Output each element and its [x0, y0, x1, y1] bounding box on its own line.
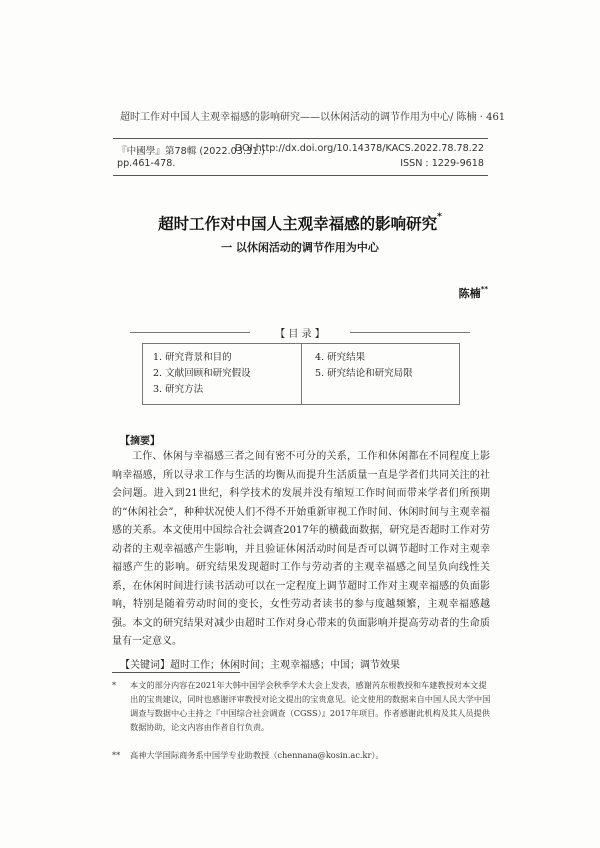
author-name: 陈楠	[458, 287, 481, 300]
paper-subtitle: 一 以休闲活动的调节作用为中心	[221, 241, 379, 254]
doi-link[interactable]: DOI http://dx.doi.org/10.14378/KACS.2022.78.78.22	[234, 143, 484, 154]
toc-item: 2. 文献回顾和研究假设	[153, 368, 251, 379]
running-head: 超时工作对中国人主观幸福感的影响研究——以休闲活动的调节作用为中心/ 陈楠 · 461	[120, 112, 506, 123]
toc-divider	[301, 344, 302, 404]
paper-title	[100, 212, 500, 234]
footnote	[112, 678, 492, 734]
abstract-heading: 【摘要】	[120, 436, 160, 447]
toc-item: 3. 研究方法	[153, 384, 204, 395]
footnote-mark: *	[112, 680, 117, 690]
issn: ISSN : 1229-9618	[400, 158, 484, 169]
footnote-mark: **	[112, 750, 121, 760]
toc-right-column	[315, 350, 413, 382]
toc-heading: 【 目 录 】	[250, 325, 350, 340]
footnote-text: 本文的部分内容在2021年大韩中国学会秋季学术大会上发表，感谢芮东根教授和车建教授对本文提出的宝贵建议，同时也感谢评审教授对论文提出的宝贵意见。论文使用的数据来自中国人民大学中国调查与数据中心主持之『中国综合社会调查（CGSS）』2017年项目。作者感谢此机构及其人员提供数据协助，论文内容由作者自行负责。	[130, 680, 491, 732]
toc-item: 4. 研究结果	[315, 352, 366, 363]
footnote-text: 高神大学国际商务系中国学专业助教授（chennana@kosin.ac.kr）。	[130, 750, 384, 760]
page-range: pp.461-478.	[117, 158, 176, 169]
footnote-rule	[112, 672, 240, 673]
author-footnote-mark: **	[480, 285, 488, 293]
publication-meta	[113, 138, 488, 176]
title-text: 超时工作对中国人主观幸福感的影响研究	[158, 215, 438, 233]
toc-left-column	[153, 350, 251, 398]
journal-info: 『中國學』第78輯 (2022.03.31.)	[117, 146, 265, 157]
footnote	[112, 748, 492, 762]
toc-item: 1. 研究背景和目的	[153, 352, 232, 363]
title-footnote-mark: *	[437, 212, 442, 222]
author	[459, 285, 488, 301]
keywords: 【关键词】超时工作；休闲时间；主观幸福感；中国；调节效果	[120, 660, 400, 671]
toc-item: 5. 研究结论和研究局限	[315, 368, 413, 379]
table-of-contents	[142, 343, 460, 405]
abstract-body: 工作、休闲与幸福感三者之间有密不可分的关系，工作和休闲都在不同程度上影响幸福感，所以寻求工作与生活的均衡从而提升生活质量一直是学者们共同关注的社会问题。进入到21世纪，科学技术的发展并没有缩短工作时间而带来学者们所预期的“休闲社会”，种种状况使人们不得不开始重新审视工作时间、休闲时间与主观幸福感的关系。本文使用中国综合社会调查2017年的横截面数据，研究是否超时工作对劳动者的主观幸福感产生影响，并且验证休闲活动时间是否可以调节超时工作对主观幸福感产生的影响。研究结果发现超时工作与劳动者的主观幸福感之间呈负向线性关系，在休闲时间进行读书活动可以在一定程度上调节超时工作对主观幸福感的负面影响，特别是随着劳动时间的变长，女性劳动者读书的参与度越频繁，主观幸福感越强。本文的研究结果对减少由超时工作对身心带来的负面影响并提高劳动者的生命质量有一定意义。	[112, 451, 490, 647]
